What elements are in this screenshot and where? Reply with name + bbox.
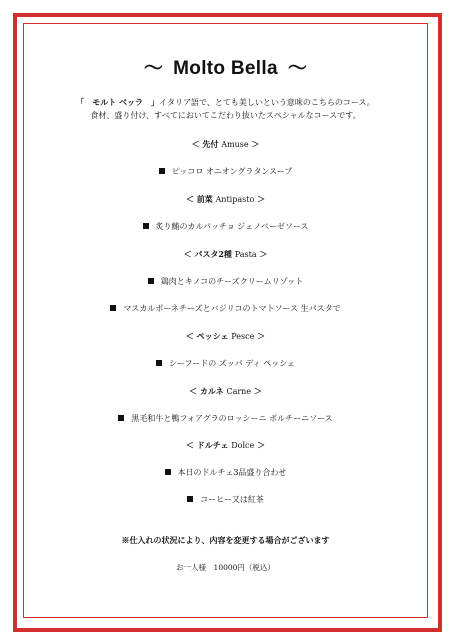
course-jp-name: ペッシェ (196, 331, 229, 341)
dish-carne (23, 413, 428, 425)
course-heading-amuse (23, 138, 428, 151)
bracket-open: ＜ (189, 386, 198, 396)
bracket-close: ＞ (259, 249, 268, 259)
menu-change-note: ※仕入れの状況により、内容を変更する場合がございます (121, 535, 330, 545)
dish-text: コーヒー又は紅茶 (200, 495, 264, 504)
intro-line-2: 食材、盛り付け、すべてにおいてこだわり抜いたスペシャルなコースです。 (90, 111, 361, 120)
title-right-tilde: ～ (287, 58, 308, 79)
bracket-close: ＞ (253, 386, 262, 396)
dish-text: 鶏肉とキノコのチーズクリームリゾット (160, 277, 304, 286)
dish-pasta-1 (23, 276, 428, 288)
dish-dolce (23, 467, 428, 479)
course-heading-dolce (23, 439, 428, 452)
intro-line1-text: イタリア語で、とても美しいという意味のこちらのコース。 (159, 98, 375, 107)
course-heading-pasta (23, 248, 428, 261)
square-bullet-icon (165, 469, 171, 475)
intro-line-1 (23, 95, 428, 110)
course-price: お一人様 10000円（税込） (176, 563, 275, 572)
square-bullet-icon (148, 278, 154, 284)
bracket-close: ＞ (257, 440, 266, 450)
dish-pasta-2 (23, 303, 428, 315)
dish-text: ピッコロ オニオングラタンスープ (171, 167, 293, 176)
menu-card (23, 23, 428, 618)
dish-text: シーフードの ズッパ ディ ペッシェ (168, 359, 296, 368)
course-jp-name: パスタ2種 (194, 249, 232, 259)
course-en-name: Pesce (231, 332, 255, 341)
bracket-close: ＞ (257, 194, 266, 204)
dish-text: 炙り鮪のカルパッチョ ジェノベーゼソース (155, 222, 309, 231)
dish-drink (23, 494, 428, 506)
course-jp-name: ドルチェ (196, 440, 229, 450)
course-en-name: Amuse (221, 140, 249, 149)
course-en-name: Pasta (234, 250, 257, 259)
course-en-name: Antipasto (215, 195, 255, 204)
course-en-name: Carne (226, 387, 252, 396)
bracket-open: ＜ (191, 139, 200, 149)
intro-quoted-name: 「 モルト ベッラ 」 (76, 97, 160, 107)
dish-amuse (23, 166, 428, 178)
bracket-open: ＜ (185, 194, 194, 204)
square-bullet-icon (156, 360, 162, 366)
menu-title (23, 53, 428, 80)
course-jp-name: 前菜 (196, 194, 213, 204)
course-jp-name: カルネ (199, 386, 224, 396)
bracket-open: ＜ (183, 249, 192, 259)
dish-text: 本日のドルチェ3品盛り合わせ (177, 468, 287, 477)
title-text: Molto Bella (173, 58, 278, 79)
course-jp-name: 先付 (202, 139, 219, 149)
course-en-name: Dolce (231, 441, 255, 450)
square-bullet-icon (187, 496, 193, 502)
dish-pesce (23, 358, 428, 370)
dish-text: 黒毛和牛と鴨フォアグラのロッシーニ ポルチーニソース (131, 414, 333, 423)
bracket-close: ＞ (251, 139, 260, 149)
square-bullet-icon (159, 168, 165, 174)
square-bullet-icon (143, 223, 149, 229)
bracket-open: ＜ (185, 440, 194, 450)
square-bullet-icon (110, 305, 116, 311)
course-heading-carne (23, 385, 428, 398)
title-left-tilde: ～ (143, 58, 164, 79)
bracket-open: ＜ (185, 331, 194, 341)
dish-antipasto (23, 221, 428, 233)
bracket-close: ＞ (257, 331, 266, 341)
square-bullet-icon (118, 415, 124, 421)
dish-text: マスカルポーネチーズとバジリコのトマトソース 生パスタで (123, 304, 341, 313)
course-heading-antipasto (23, 193, 428, 206)
course-heading-pesce (23, 330, 428, 343)
